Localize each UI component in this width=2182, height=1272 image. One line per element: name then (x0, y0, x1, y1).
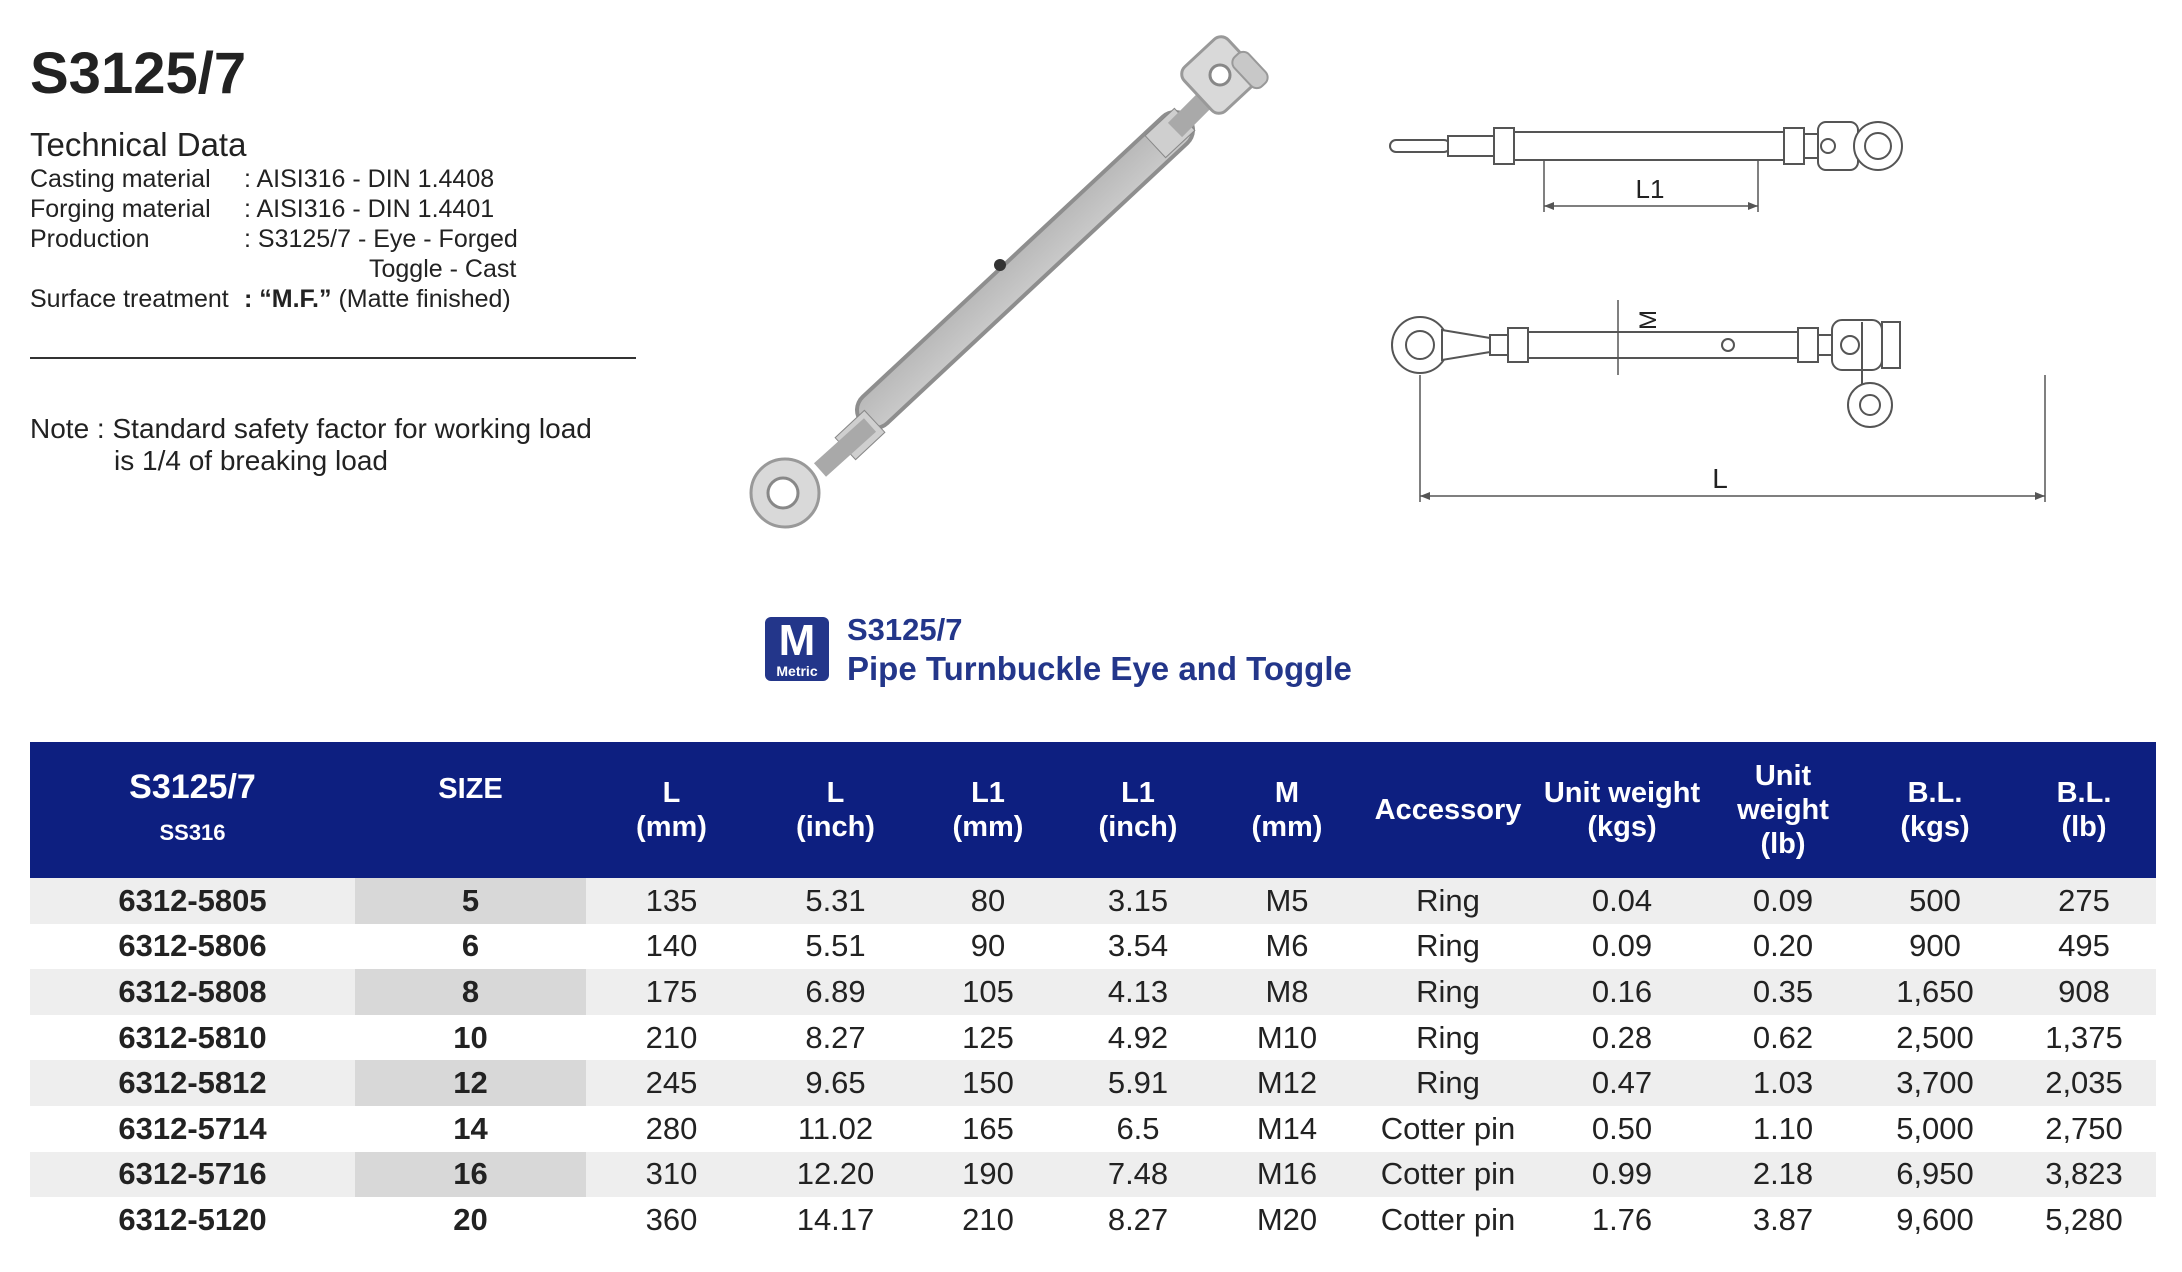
table-cell: 16 (355, 1152, 586, 1198)
table-cell: 1.03 (1752, 1065, 1814, 1101)
table-cell: M6 (1265, 928, 1309, 964)
table-cell: 8.27 (805, 1019, 866, 1055)
table-cell: 908 (2058, 973, 2110, 1009)
column-header-line: Accessory (1374, 794, 1522, 826)
column-header-line: B.L. (2056, 777, 2112, 809)
table-cell: 360 (645, 1201, 698, 1237)
column-header-l-mm (586, 742, 757, 878)
table-cell: 0.50 (1591, 1110, 1653, 1146)
column-header-m-mm (1214, 742, 1360, 878)
table-cell: 6312-5808 (118, 973, 267, 1009)
table-cell: M16 (1256, 1156, 1318, 1192)
table-cell: 190 (962, 1156, 1014, 1192)
table-row (30, 1197, 2156, 1243)
table-cell: 9,600 (1896, 1201, 1974, 1237)
table-cell: 9.65 (805, 1065, 866, 1101)
table-header (30, 742, 2156, 878)
product-code: S3125/7 (847, 612, 963, 647)
table-row (30, 1015, 2156, 1061)
column-header-unit-weight-lb (1708, 742, 1858, 878)
table-cell: 2.18 (1752, 1156, 1814, 1192)
table-cell: M8 (1265, 973, 1309, 1009)
table-cell: 2,500 (1896, 1019, 1974, 1055)
column-header-bl-kgs (1858, 742, 2012, 878)
table-row (30, 1106, 2156, 1152)
table-cell: 0.04 (1591, 882, 1653, 918)
table-cell: 6312-5805 (118, 882, 267, 918)
spec-label: Production (30, 225, 150, 253)
table-cell: 10 (355, 1015, 586, 1061)
table-cell: 165 (962, 1110, 1014, 1146)
table-cell: 500 (1909, 882, 1961, 918)
table-cell: 6312-5812 (118, 1065, 267, 1101)
table-cell: M20 (1256, 1201, 1318, 1237)
column-header-line: (lb) (2061, 811, 2107, 843)
column-header-line: (inch) (1098, 811, 1178, 843)
spec-label: Casting material (30, 165, 211, 193)
spec-value: : S3125/7 - Eye - Forged (244, 225, 518, 253)
table-cell: 125 (962, 1019, 1014, 1055)
table-cell: Ring (1416, 882, 1480, 918)
column-header-size (355, 742, 586, 878)
table-cell: Ring (1416, 1019, 1480, 1055)
table-row (30, 878, 2156, 924)
drawing-top-view (1380, 100, 2100, 230)
column-header-line: L1 (971, 777, 1005, 809)
column-header-line: weight (1737, 794, 1829, 826)
table-cell: Cotter pin (1380, 1201, 1516, 1237)
table-cell: 14.17 (796, 1201, 875, 1237)
table-cell: 4.92 (1107, 1019, 1169, 1055)
table-cell: 2,035 (2045, 1065, 2123, 1101)
table-cell: 0.35 (1752, 973, 1814, 1009)
table-cell: 5.51 (805, 928, 866, 964)
table-cell: 6312-5716 (118, 1156, 267, 1192)
table-cell: 150 (962, 1065, 1014, 1101)
table-cell: Ring (1416, 973, 1480, 1009)
table-cell: 105 (962, 973, 1014, 1009)
table-cell: 5.91 (1107, 1065, 1169, 1101)
column-header-part-number (30, 742, 355, 878)
column-header-line: L1 (1121, 777, 1155, 809)
table-cell: 210 (962, 1201, 1014, 1237)
dimension-label-m: M (1635, 310, 1662, 330)
column-header-line: SIZE (438, 773, 503, 805)
column-header-line: (lb) (1760, 828, 1806, 860)
product-name: Pipe Turnbuckle Eye and Toggle (847, 650, 1352, 687)
table-cell: 275 (2058, 882, 2110, 918)
table-cell: 6,950 (1896, 1156, 1974, 1192)
table-cell: 6312-5806 (118, 928, 267, 964)
table-cell: 1.76 (1591, 1201, 1653, 1237)
table-cell: 0.28 (1591, 1019, 1653, 1055)
table-cell: M12 (1256, 1065, 1318, 1101)
table-cell: 5,280 (2045, 1201, 2123, 1237)
table-cell: 80 (970, 882, 1006, 918)
table-cell: 245 (645, 1065, 698, 1101)
table-cell: 6.5 (1116, 1110, 1160, 1146)
table-cell: 0.20 (1752, 928, 1814, 964)
divider (30, 357, 636, 359)
table-cell: 0.16 (1591, 973, 1653, 1009)
table-cell: 1.10 (1752, 1110, 1814, 1146)
table-cell: 3.54 (1107, 928, 1169, 964)
table-cell: Ring (1416, 1065, 1480, 1101)
page-title: S3125/7 (30, 41, 247, 106)
table-cell: 3.15 (1107, 882, 1169, 918)
column-header-line: Unit weight (1543, 777, 1701, 809)
table-row (30, 969, 2156, 1015)
spec-value-bold: : “M.F.” (244, 285, 332, 313)
table-cell: 280 (645, 1110, 698, 1146)
table-cell: 0.47 (1591, 1065, 1653, 1101)
table-cell: 175 (645, 973, 698, 1009)
table-cell: 12 (355, 1060, 586, 1106)
table-cell: Cotter pin (1380, 1110, 1516, 1146)
table-cell: 11.02 (797, 1110, 874, 1146)
column-header-l1-mm (914, 742, 1062, 878)
dimension-label-l: L (1712, 463, 1728, 494)
column-header-line: (kgs) (1900, 811, 1970, 843)
column-header-line: (mm) (952, 811, 1024, 843)
table-row (30, 1060, 2156, 1106)
table-cell: 6.89 (805, 973, 866, 1009)
table-body (30, 878, 2156, 1243)
table-cell: 140 (645, 928, 698, 964)
table-cell: Cotter pin (1380, 1156, 1516, 1192)
table-row (30, 924, 2156, 970)
spec-value (244, 285, 511, 314)
column-header-line: B.L. (1907, 777, 1963, 809)
table-cell: 2,750 (2045, 1110, 2123, 1146)
table-cell: 210 (645, 1019, 698, 1055)
column-header-unit-weight-kgs (1536, 742, 1708, 878)
spec-value-rest: (Matte finished) (331, 285, 511, 313)
table-cell: 8.27 (1107, 1201, 1169, 1237)
turnbuckle-photo (720, 30, 1280, 530)
table-cell: 90 (970, 928, 1006, 964)
note-line-2: is 1/4 of breaking load (114, 445, 388, 476)
spec-value: : AISI316 - DIN 1.4408 (244, 165, 495, 193)
table-cell: 3,823 (2045, 1156, 2123, 1192)
column-header-line: (kgs) (1587, 811, 1657, 843)
column-header-line: L (662, 777, 681, 809)
table-cell: 6312-5714 (118, 1110, 267, 1146)
table-cell: Ring (1416, 928, 1480, 964)
table-cell: 3.87 (1752, 1201, 1814, 1237)
table-cell: 7.48 (1107, 1156, 1169, 1192)
table-cell: M10 (1256, 1019, 1318, 1055)
column-header-accessory (1360, 742, 1536, 878)
table-row (30, 1152, 2156, 1198)
spec-table (30, 742, 2156, 1243)
table-cell: 0.09 (1752, 882, 1814, 918)
metric-badge-letter: M (778, 616, 816, 665)
column-header-line: Unit (1754, 760, 1812, 792)
table-cell: 310 (645, 1156, 698, 1192)
column-header-line: S3125/7 (129, 768, 256, 806)
spec-label: Surface treatment (30, 285, 229, 313)
column-header-line: (inch) (796, 811, 875, 843)
table-cell: 5.31 (805, 882, 866, 918)
table-cell: 6 (355, 924, 586, 970)
technical-data-heading: Technical Data (30, 126, 247, 163)
spec-value: : AISI316 - DIN 1.4401 (244, 195, 495, 223)
table-cell: 6312-5810 (118, 1019, 267, 1055)
table-cell: 8 (355, 969, 586, 1015)
table-cell: M5 (1265, 882, 1309, 918)
table-cell: 3,700 (1896, 1065, 1974, 1101)
metric-badge (765, 617, 829, 681)
table-cell: 5,000 (1896, 1110, 1974, 1146)
column-header-bl-lb (2012, 742, 2156, 878)
table-cell: 495 (2058, 928, 2110, 964)
spec-label: Forging material (30, 195, 211, 223)
table-cell: 14 (355, 1106, 586, 1152)
table-cell: 1,375 (2045, 1019, 2123, 1055)
column-header-line: M (1274, 777, 1300, 809)
column-header-l-inch (757, 742, 914, 878)
table-cell: 0.62 (1752, 1019, 1814, 1055)
table-cell: 5 (355, 878, 586, 924)
dimension-label-l1: L1 (1635, 174, 1665, 204)
table-cell: 20 (355, 1197, 586, 1243)
table-cell: 135 (645, 882, 698, 918)
column-header-subline: SS316 (159, 820, 226, 845)
column-header-l1-inch (1062, 742, 1214, 878)
table-cell: 900 (1909, 928, 1961, 964)
column-header-line: (mm) (636, 811, 707, 843)
note-line-1: Note : Standard safety factor for working load (30, 413, 592, 444)
spec-value: Toggle - Cast (369, 255, 517, 283)
metric-badge-word: Metric (776, 663, 818, 679)
drawing-side-view (1380, 280, 2100, 520)
table-cell: 12.20 (796, 1156, 875, 1192)
table-cell: 0.99 (1591, 1156, 1653, 1192)
table-cell: 0.09 (1591, 928, 1653, 964)
table-cell: 1,650 (1896, 973, 1974, 1009)
column-header-line: (mm) (1251, 811, 1323, 843)
table-cell: 6312-5120 (118, 1201, 267, 1237)
column-header-line: L (826, 777, 845, 809)
table-cell: 4.13 (1107, 973, 1169, 1009)
table-cell: M14 (1256, 1110, 1318, 1146)
